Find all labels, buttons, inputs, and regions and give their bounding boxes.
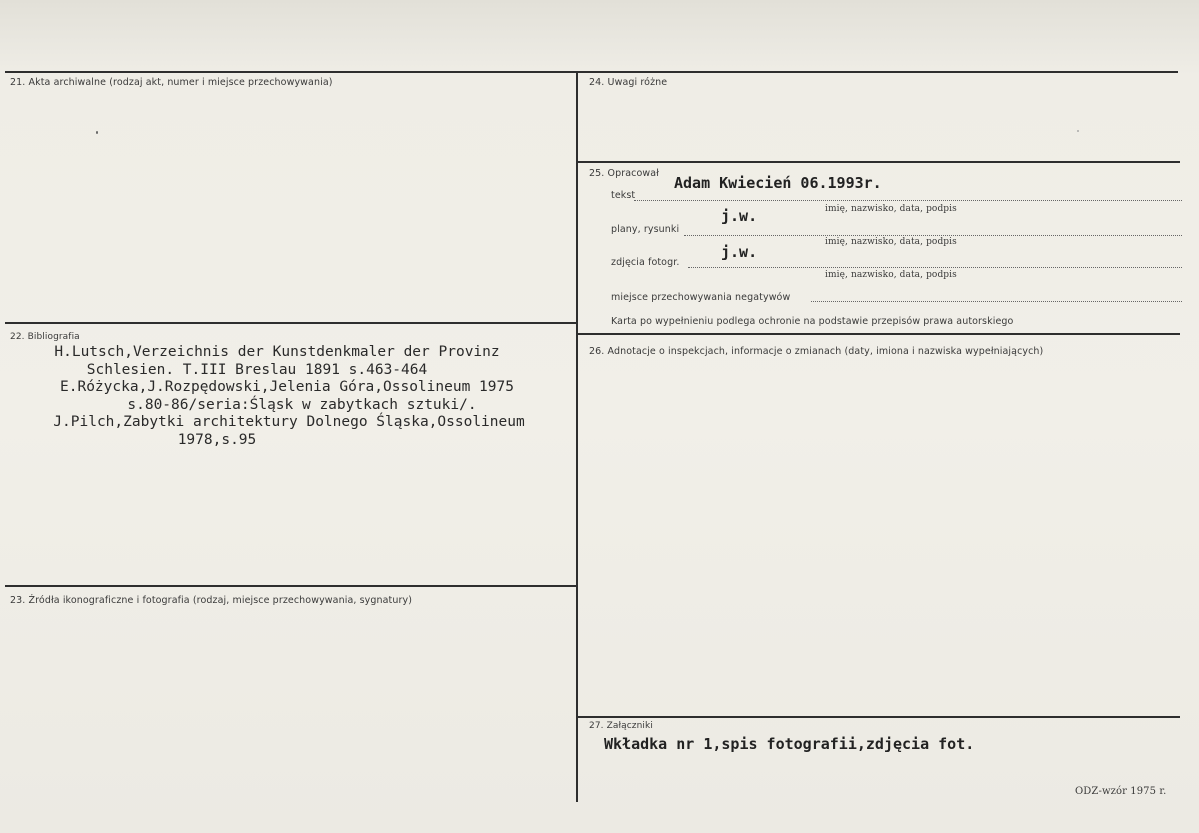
paper-speck: [1077, 130, 1079, 132]
right-divider-25: [578, 161, 1180, 163]
text-label: tekst: [611, 190, 636, 201]
section-27-label: 27. Załączniki: [589, 721, 653, 731]
paper-speck: [96, 131, 98, 134]
form-identifier: ODZ-wzór 1975 r.: [1075, 786, 1167, 797]
section-24-label: 24. Uwagi różne: [589, 77, 668, 88]
bibliography-line: Schlesien. T.III Breslau 1891 s.463-464: [86, 361, 428, 378]
copyright-note: Karta po wypełnieniu podlega ochronie na podstawie przepisów prawa autorskiego: [611, 316, 1014, 327]
text-dotted-line: [634, 200, 1182, 201]
attachments-value: Wkładka nr 1,spis fotografii,zdjęcia fot.: [604, 735, 975, 753]
photos-dotted-line: [688, 267, 1182, 268]
bibliography-line: E.Różycka,J.Rozpędowski,Jelenia Góra,Ossolineum 1975: [60, 379, 514, 396]
bibliography-line: 1978,s.95: [177, 431, 257, 448]
bibliography-line: J.Pilch,Zabytki architektury Dolnego Śląska,Ossolineum: [53, 414, 525, 431]
plans-dotted-line: [684, 235, 1182, 236]
photos-label: zdjęcia fotogr.: [611, 257, 680, 268]
right-divider-26: [578, 333, 1180, 335]
section-21-label: 21. Akta archiwalne (rodzaj akt, numer i miejsce przechowywania): [10, 77, 333, 88]
top-rule: [5, 71, 1178, 73]
left-divider-22: [5, 322, 576, 324]
plans-value: j.w.: [721, 207, 758, 225]
section-23-label: 23. Źródła ikonograficzne i fotografia (rodzaj, miejsce przechowywania, sygnatury): [10, 595, 413, 606]
bibliography-text: [6, 344, 568, 450]
left-divider-23: [5, 585, 576, 587]
author-value: Adam Kwiecień 06.1993r.: [674, 174, 882, 192]
vertical-divider: [576, 72, 578, 802]
right-divider-27: [578, 716, 1180, 718]
section-25-label: 25. Opracował: [589, 168, 659, 179]
plans-label: plany, rysunki: [611, 224, 680, 235]
bibliography-line: s.80-86/seria:Śląsk w zabytkach sztuki/.: [127, 396, 477, 413]
signature-caption: imię, nazwisko, data, podpis: [825, 204, 957, 214]
photos-value: j.w.: [721, 243, 758, 261]
signature-caption: imię, nazwisko, data, podpis: [825, 270, 957, 280]
negatives-label: miejsce przechowywania negatywów: [611, 292, 791, 303]
section-22-label: 22. Bibliografia: [10, 332, 80, 342]
negatives-dotted-line: [811, 301, 1182, 302]
section-26-label: 26. Adnotacje o inspekcjach, informacje o zmianach (daty, imiona i nazwiska wypełniających): [589, 346, 1044, 357]
bibliography-line: H.Lutsch,Verzeichnis der Kunstdenkmaler der Provinz: [54, 344, 500, 360]
signature-caption: imię, nazwisko, data, podpis: [825, 237, 957, 247]
